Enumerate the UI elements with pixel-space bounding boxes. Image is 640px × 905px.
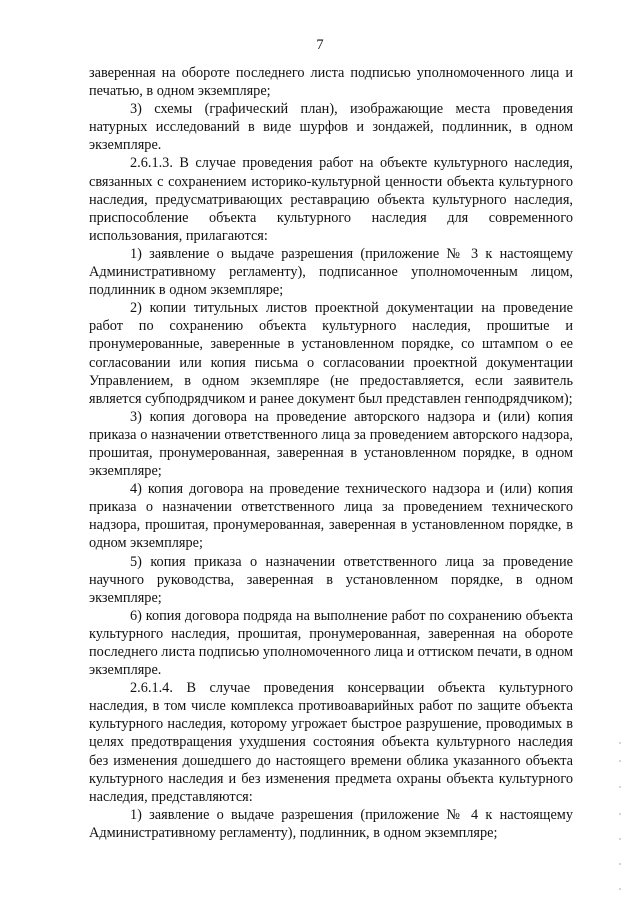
- scan-mark: [619, 888, 621, 890]
- paragraph-2-6-1-3-item-1: 1) заявление о выдаче разрешения (приложение № 3 к настоящему Административному регламенту), подписанное уполномоченным лицом, подлинник в одном экземпляре;: [89, 245, 573, 299]
- document-body: [89, 64, 573, 842]
- scan-margin-marks: [619, 742, 622, 892]
- scan-mark: [619, 838, 621, 840]
- paragraph-2-6-1-3-item-3: 3) копия договора на проведение авторского надзора и (или) копия приказа о назначении ответственного лица за проведением авторского надзора, прошитая, пронумерованная, заверенная в установленном порядке, в одном экземпляре;: [89, 408, 573, 480]
- paragraph-2-6-1-3-item-5: 5) копия приказа о назначении ответственного лица за проведение научного руководства, заверенная в установленном порядке, в одном экземпляре;: [89, 553, 573, 606]
- scan-mark: [619, 813, 621, 815]
- paragraph-section-2-6-1-4: 2.6.1.4. В случае проведения консервации объекта культурного наследия, в том числе комплекса противоаварийных работ по защите объекта культурного наследия, которому угрожает быстрое разрушение, проводимых в целях предотвращения ухудшения состояния объекта культурного наследия без изменения дошедшего до настоящего времени облика указанного объекта культурного наследия и без изменения предмета охраны объекта культурного наследия, представляются:: [89, 680, 573, 805]
- paragraph-section-2-6-1-3: 2.6.1.3. В случае проведения работ на объекте культурного наследия, связанных с сохранением историко-культурной ценности объекта культурного наследия, предусматривающих реставрацию объекта культурного наследия, приспособление объекта культурного наследия для современного использования, прилагаются:: [89, 155, 573, 244]
- paragraph-2-6-1-3-item-6: 6) копия договора подряда на выполнение работ по сохранению объекта культурного наследия, прошитая, пронумерованная, заверенная на обороте последнего листа подписью уполномоченного лица и оттиском печати, в одном экземпляре.: [89, 607, 573, 679]
- paragraph-item-3-schemes: 3) схемы (графический план), изображающие места проведения натурных исследований в виде шурфов и зондажей, подлинник, в одном экземпляре.: [89, 101, 573, 154]
- paragraph-2-6-1-4-item-1: 1) заявление о выдаче разрешения (приложение № 4 к настоящему Административному регламенту), подлинник, в одном экземпляре;: [89, 806, 573, 841]
- scan-mark: [619, 760, 621, 762]
- scan-mark: [619, 863, 621, 865]
- page-number: 7: [316, 37, 324, 53]
- paragraph-2-6-1-3-item-2: 2) копии титульных листов проектной документации на проведение работ по сохранению объекта культурного наследия, прошитые и пронумерованные, заверенные в установленном порядке, со штампом о ее согласовании или копия письма о согласовании проектной документации Управлением, в одном экземпляре (не предоставляется, если заявитель является субподрядчиком и ранее документ был представлен генподрядчиком);: [89, 300, 573, 407]
- paragraph-continuation: заверенная на обороте последнего листа подписью уполномоченного лица и печатью, в одном экземпляре;: [89, 65, 573, 100]
- paragraph-2-6-1-3-item-4: 4) копия договора на проведение технического надзора и (или) копия приказа о назначении ответственного лица за проведением технического надзора, прошитая, пронумерованная, заверенная в установленном порядке, в одном экземпляре;: [89, 481, 573, 552]
- scan-mark: [619, 786, 621, 788]
- scan-mark: [619, 742, 621, 744]
